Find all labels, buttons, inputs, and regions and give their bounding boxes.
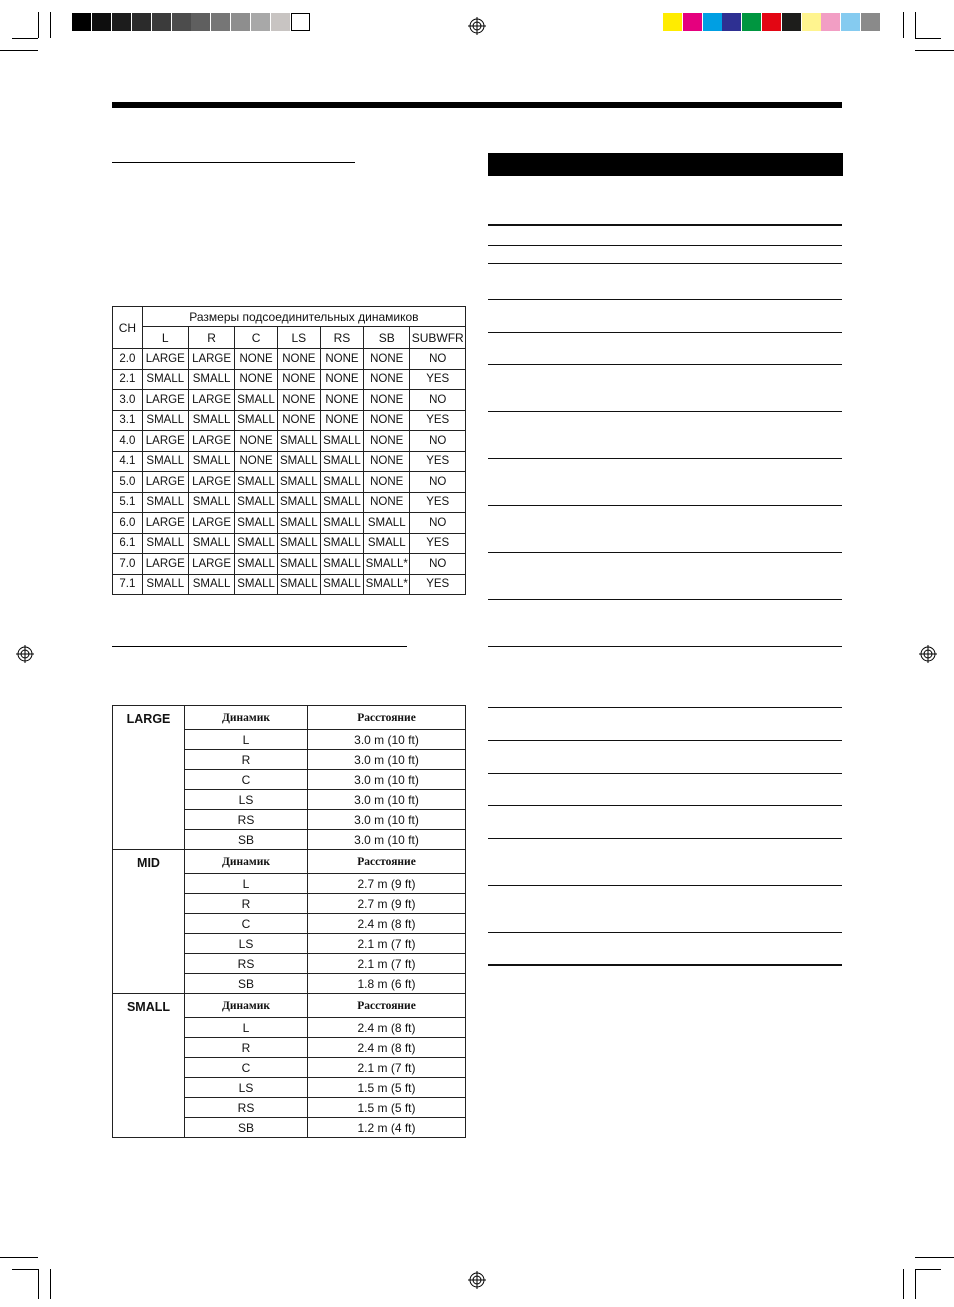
header-rule	[112, 102, 842, 108]
table-rule	[488, 964, 842, 966]
distance-cell: 2.7 m (9 ft)	[308, 874, 466, 894]
channel-cell: 3.1	[113, 410, 143, 431]
column-header: RS	[320, 327, 363, 349]
table-row	[113, 554, 466, 575]
table-rule	[488, 599, 842, 600]
calibration-swatch	[251, 13, 270, 31]
calibration-swatch	[112, 13, 131, 31]
size-cell: LARGE	[188, 431, 235, 452]
distance-column-header: Расстояние	[308, 706, 466, 730]
size-cell: SMALL	[235, 390, 277, 411]
table-rule	[488, 838, 842, 839]
size-cell: NO	[410, 431, 466, 452]
calibration-swatch	[132, 13, 151, 31]
size-cell: NO	[410, 349, 466, 370]
size-cell: SMALL	[277, 431, 320, 452]
column-header: R	[188, 327, 235, 349]
calibration-swatch	[92, 13, 111, 31]
size-cell: LARGE	[142, 431, 188, 452]
speaker-cell: R	[185, 1038, 308, 1058]
size-label: SMALL	[113, 994, 185, 1138]
size-cell: NONE	[320, 349, 363, 370]
size-cell: SMALL	[320, 554, 363, 575]
calibration-swatch	[782, 13, 801, 31]
speaker-size-header: Размеры подсоединительных динамиков	[142, 307, 465, 327]
size-cell: SMALL	[320, 451, 363, 472]
section-heading-underline	[112, 646, 407, 647]
size-cell: SMALL	[320, 574, 363, 595]
table-row	[113, 574, 466, 595]
registration-mark-icon	[919, 645, 937, 663]
size-cell: NONE	[364, 369, 410, 390]
registration-mark-icon	[16, 645, 34, 663]
channel-cell: 3.0	[113, 390, 143, 411]
size-cell: SMALL	[142, 369, 188, 390]
table-row	[113, 349, 466, 370]
distance-cell: 1.5 m (5 ft)	[308, 1078, 466, 1098]
table-rule	[488, 299, 842, 300]
distance-cell: 1.2 m (4 ft)	[308, 1118, 466, 1138]
table-rule	[488, 646, 842, 647]
size-cell: SMALL*	[364, 574, 410, 595]
size-cell: SMALL	[235, 533, 277, 554]
table-row	[113, 390, 466, 411]
speaker-cell: C	[185, 914, 308, 934]
size-cell: SMALL	[142, 451, 188, 472]
size-cell: SMALL	[188, 574, 235, 595]
size-cell: LARGE	[188, 472, 235, 493]
size-cell: LARGE	[142, 390, 188, 411]
ch-header: CH	[113, 307, 143, 349]
size-cell: LARGE	[188, 513, 235, 534]
size-cell: LARGE	[142, 513, 188, 534]
size-cell: LARGE	[142, 472, 188, 493]
size-cell: SMALL	[364, 533, 410, 554]
calibration-swatch	[291, 13, 310, 31]
calibration-swatch	[703, 13, 722, 31]
column-header: C	[235, 327, 277, 349]
size-cell: SMALL	[188, 451, 235, 472]
size-cell: NO	[410, 472, 466, 493]
distance-cell: 1.8 m (6 ft)	[308, 974, 466, 994]
column-header: L	[142, 327, 188, 349]
distance-column-header: Расстояние	[308, 850, 466, 874]
speaker-cell: RS	[185, 1098, 308, 1118]
distance-cell: 3.0 m (10 ft)	[308, 830, 466, 850]
size-cell: YES	[410, 533, 466, 554]
size-cell: NONE	[277, 390, 320, 411]
size-cell: YES	[410, 492, 466, 513]
size-cell: SMALL	[235, 472, 277, 493]
speaker-cell: L	[185, 874, 308, 894]
size-cell: NONE	[235, 349, 277, 370]
calibration-swatch	[231, 13, 250, 31]
size-cell: SMALL	[320, 513, 363, 534]
size-cell: SMALL	[277, 574, 320, 595]
size-cell: SMALL	[277, 533, 320, 554]
channel-cell: 6.1	[113, 533, 143, 554]
calibration-swatch	[861, 13, 880, 31]
size-cell: LARGE	[188, 554, 235, 575]
registration-mark-icon	[468, 17, 486, 35]
speaker-cell: L	[185, 1018, 308, 1038]
table-rule	[488, 740, 842, 741]
calibration-swatch	[72, 13, 91, 31]
channel-cell: 4.1	[113, 451, 143, 472]
channel-cell: 5.1	[113, 492, 143, 513]
distance-cell: 3.0 m (10 ft)	[308, 750, 466, 770]
size-cell: SMALL	[142, 574, 188, 595]
calibration-swatch	[191, 13, 210, 31]
size-cell: NONE	[277, 410, 320, 431]
size-cell: YES	[410, 574, 466, 595]
table-rule	[488, 773, 842, 774]
speaker-cell: RS	[185, 954, 308, 974]
distance-cell: 2.1 m (7 ft)	[308, 1058, 466, 1078]
table-rule	[488, 411, 842, 412]
size-cell: SMALL	[235, 513, 277, 534]
size-cell: NO	[410, 513, 466, 534]
calibration-swatch	[841, 13, 860, 31]
channel-cell: 2.0	[113, 349, 143, 370]
size-cell: NONE	[364, 390, 410, 411]
distance-cell: 3.0 m (10 ft)	[308, 810, 466, 830]
size-cell: LARGE	[188, 349, 235, 370]
calibration-swatch	[802, 13, 821, 31]
section-heading-underline	[112, 162, 355, 163]
calibration-swatch	[271, 13, 290, 31]
size-cell: SMALL	[142, 492, 188, 513]
speaker-cell: SB	[185, 974, 308, 994]
speaker-column-header: Динамик	[185, 706, 308, 730]
size-cell: SMALL	[142, 410, 188, 431]
size-cell: SMALL	[320, 431, 363, 452]
column-header: SB	[364, 327, 410, 349]
distance-cell: 2.4 m (8 ft)	[308, 914, 466, 934]
distance-cell: 2.1 m (7 ft)	[308, 954, 466, 974]
distance-cell: 2.1 m (7 ft)	[308, 934, 466, 954]
size-cell: NONE	[364, 349, 410, 370]
size-cell: SMALL	[188, 533, 235, 554]
size-cell: SMALL	[320, 533, 363, 554]
section-header-bar	[488, 153, 843, 176]
size-cell: SMALL	[277, 451, 320, 472]
speaker-cell: C	[185, 1058, 308, 1078]
size-cell: NO	[410, 554, 466, 575]
size-cell: NONE	[364, 431, 410, 452]
size-cell: SMALL	[235, 410, 277, 431]
table-row	[113, 492, 466, 513]
table-rule	[488, 245, 842, 246]
size-cell: NONE	[277, 369, 320, 390]
size-cell: NONE	[235, 431, 277, 452]
speaker-distance-table	[112, 705, 466, 1138]
size-cell: NONE	[364, 472, 410, 493]
size-cell: LARGE	[142, 554, 188, 575]
speaker-cell: SB	[185, 1118, 308, 1138]
speaker-cell: R	[185, 750, 308, 770]
table-rule	[488, 505, 842, 506]
size-cell: LARGE	[142, 349, 188, 370]
distance-column-header: Расстояние	[308, 994, 466, 1018]
size-cell: NONE	[277, 349, 320, 370]
size-cell: SMALL	[277, 554, 320, 575]
table-rule	[488, 263, 842, 264]
channel-cell: 7.0	[113, 554, 143, 575]
size-cell: YES	[410, 451, 466, 472]
size-cell: NO	[410, 390, 466, 411]
calibration-swatch	[722, 13, 741, 31]
distance-cell: 2.4 m (8 ft)	[308, 1018, 466, 1038]
calibration-swatch	[742, 13, 761, 31]
distance-cell: 3.0 m (10 ft)	[308, 770, 466, 790]
table-row	[113, 472, 466, 493]
calibration-swatch	[211, 13, 230, 31]
distance-cell: 3.0 m (10 ft)	[308, 790, 466, 810]
size-cell: NONE	[235, 451, 277, 472]
distance-cell: 1.5 m (5 ft)	[308, 1098, 466, 1118]
size-cell: YES	[410, 369, 466, 390]
column-header: SUBWFR	[410, 327, 466, 349]
size-cell: SMALL	[277, 472, 320, 493]
table-row	[113, 410, 466, 431]
size-cell: SMALL*	[364, 554, 410, 575]
size-cell: NONE	[320, 390, 363, 411]
size-cell: SMALL	[235, 574, 277, 595]
speaker-configuration-table	[112, 306, 466, 595]
size-cell: LARGE	[188, 390, 235, 411]
speaker-column-header: Динамик	[185, 994, 308, 1018]
table-rule	[488, 458, 842, 459]
size-cell: YES	[410, 410, 466, 431]
table-rule	[488, 364, 842, 365]
calibration-swatch	[172, 13, 191, 31]
size-cell: NONE	[364, 492, 410, 513]
size-cell: SMALL	[235, 554, 277, 575]
table-rule	[488, 224, 842, 226]
calibration-swatch	[762, 13, 781, 31]
size-label: LARGE	[113, 706, 185, 850]
size-label: MID	[113, 850, 185, 994]
speaker-cell: C	[185, 770, 308, 790]
table-rule	[488, 552, 842, 553]
size-cell: SMALL	[364, 513, 410, 534]
speaker-cell: LS	[185, 1078, 308, 1098]
size-cell: SMALL	[277, 513, 320, 534]
size-cell: NONE	[364, 410, 410, 431]
channel-cell: 4.0	[113, 431, 143, 452]
table-row	[113, 513, 466, 534]
table-rule	[488, 805, 842, 806]
registration-mark-icon	[468, 1271, 486, 1289]
size-cell: NONE	[364, 451, 410, 472]
speaker-cell: SB	[185, 830, 308, 850]
speaker-cell: R	[185, 894, 308, 914]
size-cell: SMALL	[188, 369, 235, 390]
speaker-cell: RS	[185, 810, 308, 830]
table-row	[113, 431, 466, 452]
table-rule	[488, 885, 842, 886]
calibration-swatch	[683, 13, 702, 31]
speaker-cell: LS	[185, 790, 308, 810]
table-rule	[488, 332, 842, 333]
size-cell: SMALL	[235, 492, 277, 513]
size-cell: SMALL	[188, 492, 235, 513]
calibration-swatch	[152, 13, 171, 31]
speaker-cell: L	[185, 730, 308, 750]
speaker-cell: LS	[185, 934, 308, 954]
channel-cell: 6.0	[113, 513, 143, 534]
speaker-column-header: Динамик	[185, 850, 308, 874]
table-row	[113, 533, 466, 554]
size-cell: SMALL	[142, 533, 188, 554]
column-header: LS	[277, 327, 320, 349]
channel-cell: 7.1	[113, 574, 143, 595]
channel-cell: 2.1	[113, 369, 143, 390]
distance-cell: 3.0 m (10 ft)	[308, 730, 466, 750]
size-cell: SMALL	[277, 492, 320, 513]
table-row	[113, 369, 466, 390]
size-cell: SMALL	[320, 472, 363, 493]
size-cell: SMALL	[188, 410, 235, 431]
calibration-swatch	[821, 13, 840, 31]
size-cell: NONE	[320, 410, 363, 431]
size-cell: NONE	[320, 369, 363, 390]
size-cell: SMALL	[320, 492, 363, 513]
table-row	[113, 451, 466, 472]
size-cell: NONE	[235, 369, 277, 390]
distance-cell: 2.4 m (8 ft)	[308, 1038, 466, 1058]
calibration-swatch	[663, 13, 682, 31]
table-rule	[488, 707, 842, 708]
distance-cell: 2.7 m (9 ft)	[308, 894, 466, 914]
channel-cell: 5.0	[113, 472, 143, 493]
table-rule	[488, 932, 842, 933]
